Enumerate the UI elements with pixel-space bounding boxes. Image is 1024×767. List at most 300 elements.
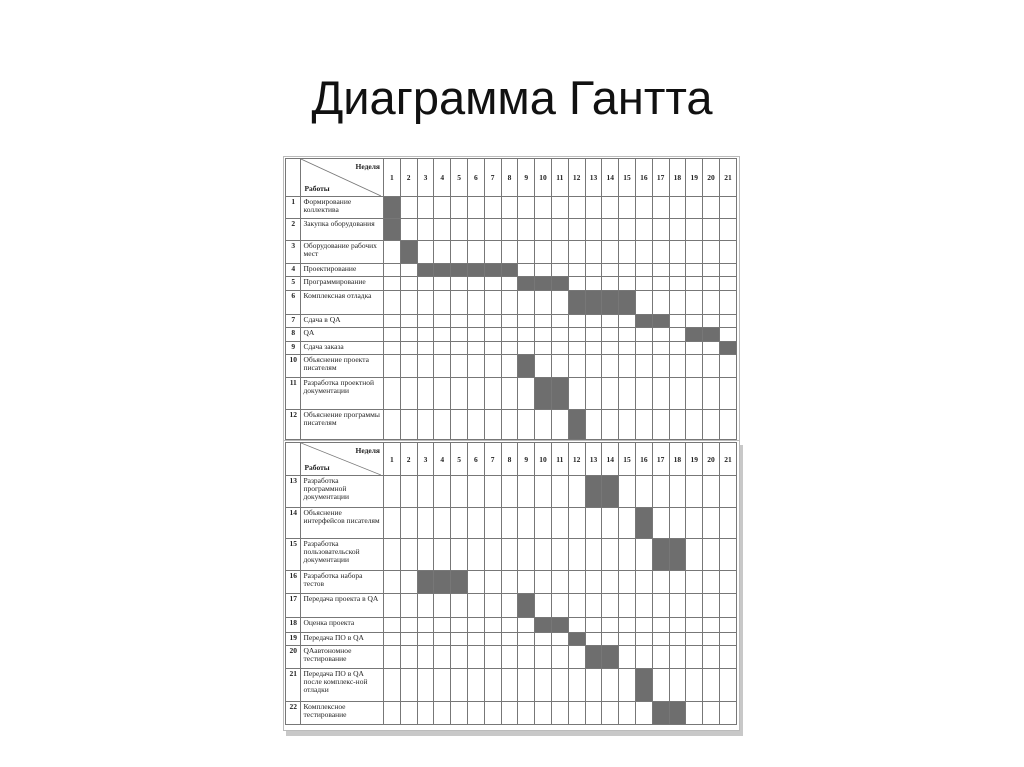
week-cell [400, 646, 417, 669]
week-cell [467, 241, 484, 264]
week-cell [484, 328, 501, 342]
week-cell [417, 197, 434, 219]
week-cell [635, 219, 652, 241]
task-number: 14 [286, 508, 301, 539]
week-cell [585, 355, 602, 378]
week-tick-label: 11 [551, 159, 568, 197]
week-cell [585, 328, 602, 342]
week-cell [417, 508, 434, 539]
week-cell [619, 539, 636, 571]
week-tick-label: 21 [719, 159, 736, 197]
week-cell [719, 197, 736, 219]
task-row [286, 378, 737, 410]
week-cell [400, 669, 417, 702]
week-cell [451, 315, 468, 328]
gantt-bar-cell [451, 571, 468, 594]
week-cell [602, 618, 619, 633]
task-row [286, 355, 737, 378]
week-cell [484, 410, 501, 440]
week-cell [703, 355, 720, 378]
week-tick-label: 12 [568, 159, 585, 197]
week-cell [719, 410, 736, 440]
week-cell [635, 410, 652, 440]
week-cell [669, 410, 686, 440]
task-number: 15 [286, 539, 301, 571]
week-cell [484, 219, 501, 241]
week-cell [467, 476, 484, 508]
week-cell [719, 277, 736, 291]
week-cell [585, 618, 602, 633]
week-cell [451, 508, 468, 539]
week-tick-label: 13 [585, 443, 602, 476]
week-cell [518, 197, 535, 219]
week-cell [535, 328, 552, 342]
week-cell [652, 277, 669, 291]
week-cell [400, 702, 417, 725]
week-cell [585, 315, 602, 328]
week-cell [669, 571, 686, 594]
week-cell [501, 315, 518, 328]
week-cell [703, 508, 720, 539]
week-cell [518, 476, 535, 508]
week-cell [518, 264, 535, 277]
gantt-table [285, 442, 737, 725]
task-row [286, 328, 737, 342]
week-cell [686, 594, 703, 618]
week-cell [652, 594, 669, 618]
task-number: 10 [286, 355, 301, 378]
week-cell [451, 633, 468, 646]
week-cell [652, 241, 669, 264]
task-name: Объяснение интерфейсов писателям [301, 508, 384, 539]
week-cell [484, 277, 501, 291]
week-cell [703, 291, 720, 315]
week-cell [383, 618, 400, 633]
week-cell [703, 476, 720, 508]
week-cell [484, 315, 501, 328]
week-cell [417, 315, 434, 328]
week-cell [501, 241, 518, 264]
week-cell [619, 264, 636, 277]
week-cell [501, 410, 518, 440]
week-cell [400, 219, 417, 241]
week-tick-label: 14 [602, 443, 619, 476]
week-cell [434, 633, 451, 646]
week-tick-label: 20 [703, 443, 720, 476]
week-cell [535, 646, 552, 669]
week-cell [568, 197, 585, 219]
week-cell [467, 219, 484, 241]
task-name: Разработка программной документации [301, 476, 384, 508]
week-cell [568, 219, 585, 241]
week-cell [652, 508, 669, 539]
week-cell [467, 197, 484, 219]
week-cell [417, 594, 434, 618]
week-cell [635, 328, 652, 342]
week-cell [451, 355, 468, 378]
week-cell [484, 618, 501, 633]
week-cell [400, 264, 417, 277]
week-cell [501, 476, 518, 508]
week-cell [551, 328, 568, 342]
week-cell [417, 219, 434, 241]
week-cell [602, 241, 619, 264]
week-cell [703, 669, 720, 702]
week-cell [635, 277, 652, 291]
week-cell [417, 410, 434, 440]
week-cell [568, 277, 585, 291]
task-row [286, 594, 737, 618]
week-tick-label: 19 [686, 443, 703, 476]
week-cell [451, 669, 468, 702]
week-cell [551, 571, 568, 594]
week-cell [719, 378, 736, 410]
week-cell [602, 328, 619, 342]
week-cell [703, 378, 720, 410]
week-cell [518, 646, 535, 669]
week-cell [635, 378, 652, 410]
week-cell [652, 219, 669, 241]
week-cell [467, 378, 484, 410]
week-cell [434, 315, 451, 328]
task-name: Программирование [301, 277, 384, 291]
week-cell [635, 702, 652, 725]
week-cell [501, 328, 518, 342]
week-cell [467, 277, 484, 291]
week-cell [451, 328, 468, 342]
gantt-bar-cell [635, 669, 652, 702]
week-cell [719, 633, 736, 646]
week-cell [383, 508, 400, 539]
week-cell [686, 355, 703, 378]
week-cell [518, 618, 535, 633]
week-cell [535, 219, 552, 241]
week-cell [467, 669, 484, 702]
task-number: 21 [286, 669, 301, 702]
week-cell [635, 539, 652, 571]
week-header-label: Неделя [355, 446, 380, 455]
week-cell [417, 618, 434, 633]
slide-title: Диаграмма Гантта [311, 71, 713, 124]
gantt-bar-cell [551, 618, 568, 633]
week-tick-label: 1 [383, 159, 400, 197]
tasks-header-label: Работы [304, 184, 330, 193]
week-cell [535, 241, 552, 264]
week-cell [518, 342, 535, 355]
week-cell [619, 669, 636, 702]
week-cell [619, 197, 636, 219]
task-name: Разработка набора тестов [301, 571, 384, 594]
gantt-bar-cell [635, 508, 652, 539]
task-number: 2 [286, 219, 301, 241]
task-name: Оценка проекта [301, 618, 384, 633]
gantt-bar-cell [602, 476, 619, 508]
week-cell [703, 197, 720, 219]
week-tick-label: 15 [619, 159, 636, 197]
week-tick-label: 7 [484, 443, 501, 476]
gantt-bar-cell [686, 328, 703, 342]
week-cell [467, 508, 484, 539]
week-cell [585, 410, 602, 440]
week-cell [568, 646, 585, 669]
task-row [286, 219, 737, 241]
week-cell [417, 539, 434, 571]
week-cell [568, 669, 585, 702]
week-cell [400, 315, 417, 328]
week-cell [703, 342, 720, 355]
week-cell [484, 476, 501, 508]
week-cell [669, 315, 686, 328]
week-cell [417, 702, 434, 725]
week-cell [400, 410, 417, 440]
task-number: 16 [286, 571, 301, 594]
week-tick-label: 21 [719, 443, 736, 476]
week-cell [383, 291, 400, 315]
week-tick-label: 4 [434, 159, 451, 197]
task-name: Объяснение проекта писателям [301, 355, 384, 378]
week-cell [719, 241, 736, 264]
gantt-bar-cell [551, 378, 568, 410]
week-cell [551, 633, 568, 646]
week-cell [703, 315, 720, 328]
week-cell [434, 277, 451, 291]
week-cell [417, 646, 434, 669]
week-cell [619, 277, 636, 291]
week-cell [719, 315, 736, 328]
task-number: 4 [286, 264, 301, 277]
week-cell [518, 702, 535, 725]
week-cell [501, 342, 518, 355]
week-tick-label: 1 [383, 443, 400, 476]
week-cell [585, 539, 602, 571]
week-cell [602, 315, 619, 328]
week-tick-label: 13 [585, 159, 602, 197]
week-cell [585, 264, 602, 277]
week-cell [451, 378, 468, 410]
week-cell [417, 328, 434, 342]
task-row [286, 539, 737, 571]
week-cell [451, 277, 468, 291]
week-tick-label: 18 [669, 159, 686, 197]
week-cell [686, 241, 703, 264]
week-cell [619, 594, 636, 618]
week-cell [686, 291, 703, 315]
week-cell [383, 633, 400, 646]
week-cell [585, 378, 602, 410]
week-cell [669, 328, 686, 342]
week-cell [652, 197, 669, 219]
week-cell [417, 378, 434, 410]
week-cell [535, 594, 552, 618]
week-cell [518, 315, 535, 328]
week-cell [602, 702, 619, 725]
week-cell [686, 476, 703, 508]
week-cell [484, 241, 501, 264]
week-cell [719, 219, 736, 241]
week-cell [669, 646, 686, 669]
week-cell [501, 618, 518, 633]
task-number: 6 [286, 291, 301, 315]
task-row [286, 508, 737, 539]
week-cell [703, 539, 720, 571]
week-cell [383, 476, 400, 508]
week-cell [383, 342, 400, 355]
week-cell [400, 571, 417, 594]
week-cell [484, 669, 501, 702]
task-row [286, 476, 737, 508]
week-cell [686, 342, 703, 355]
week-cell [619, 241, 636, 264]
week-cell [635, 291, 652, 315]
week-cell [652, 669, 669, 702]
week-cell [551, 410, 568, 440]
task-name: Комплексная отладка [301, 291, 384, 315]
week-cell [400, 539, 417, 571]
week-cell [568, 328, 585, 342]
week-cell [383, 355, 400, 378]
week-cell [467, 571, 484, 594]
week-cell [434, 197, 451, 219]
week-cell [635, 646, 652, 669]
gantt-table-part-2 [283, 440, 740, 731]
week-cell [602, 633, 619, 646]
week-cell [652, 618, 669, 633]
week-cell [619, 355, 636, 378]
week-cell [585, 571, 602, 594]
week-cell [652, 378, 669, 410]
week-cell [551, 197, 568, 219]
week-cell [434, 476, 451, 508]
gantt-bar-cell [619, 291, 636, 315]
week-cell [635, 633, 652, 646]
week-cell [451, 241, 468, 264]
week-cell [535, 476, 552, 508]
week-cell [602, 264, 619, 277]
week-cell [417, 476, 434, 508]
gantt-table [285, 158, 737, 440]
week-cell [719, 618, 736, 633]
week-cell [585, 702, 602, 725]
week-cell [451, 342, 468, 355]
header-row [286, 443, 737, 476]
week-cell [417, 291, 434, 315]
week-cell [551, 476, 568, 508]
task-row [286, 571, 737, 594]
gantt-bar-cell [635, 315, 652, 328]
week-cell [467, 291, 484, 315]
week-cell [703, 702, 720, 725]
week-cell [719, 646, 736, 669]
gantt-bar-cell [585, 291, 602, 315]
week-cell [568, 594, 585, 618]
task-row [286, 633, 737, 646]
week-cell [451, 219, 468, 241]
week-cell [635, 594, 652, 618]
week-tick-label: 9 [518, 443, 535, 476]
week-cell [686, 197, 703, 219]
week-cell [535, 315, 552, 328]
task-row [286, 264, 737, 277]
task-number: 12 [286, 410, 301, 440]
week-tick-label: 3 [417, 159, 434, 197]
week-cell [417, 633, 434, 646]
gantt-table-part-1 [283, 156, 740, 441]
week-cell [551, 315, 568, 328]
week-cell [535, 539, 552, 571]
gantt-bar-cell [568, 633, 585, 646]
task-number: 19 [286, 633, 301, 646]
week-cell [686, 219, 703, 241]
week-cell [484, 702, 501, 725]
week-tick-label: 10 [535, 443, 552, 476]
week-cell [434, 291, 451, 315]
week-cell [602, 219, 619, 241]
header-corner-cell [301, 443, 384, 476]
week-cell [568, 264, 585, 277]
week-cell [635, 241, 652, 264]
week-cell [501, 539, 518, 571]
week-cell [585, 508, 602, 539]
week-cell [719, 508, 736, 539]
week-cell [518, 241, 535, 264]
week-cell [518, 410, 535, 440]
week-cell [585, 342, 602, 355]
week-cell [518, 571, 535, 594]
week-cell [568, 355, 585, 378]
task-name: QA [301, 328, 384, 342]
week-cell [585, 669, 602, 702]
gantt-bar-cell [434, 264, 451, 277]
task-name: Передача ПО в QA [301, 633, 384, 646]
gantt-bar-cell [467, 264, 484, 277]
task-row [286, 291, 737, 315]
week-cell [652, 476, 669, 508]
week-cell [451, 702, 468, 725]
gantt-bar-cell [535, 618, 552, 633]
gantt-bar-cell [518, 277, 535, 291]
gantt-bar-cell [535, 277, 552, 291]
week-tick-label: 20 [703, 159, 720, 197]
week-cell [535, 410, 552, 440]
task-row [286, 410, 737, 440]
week-cell [501, 594, 518, 618]
week-cell [669, 618, 686, 633]
gantt-bar-cell [585, 646, 602, 669]
week-cell [686, 378, 703, 410]
week-cell [619, 618, 636, 633]
week-cell [535, 291, 552, 315]
week-cell [417, 355, 434, 378]
week-cell [400, 197, 417, 219]
task-name: Передача ПО в QA после комплекс-ной отладки [301, 669, 384, 702]
task-name: QAавтономное тестирование [301, 646, 384, 669]
week-tick-label: 3 [417, 443, 434, 476]
week-cell [518, 328, 535, 342]
task-name: Сдача в QA [301, 315, 384, 328]
week-cell [719, 355, 736, 378]
gantt-bar-cell [400, 241, 417, 264]
gantt-bar-cell [669, 539, 686, 571]
week-cell [484, 633, 501, 646]
week-tick-label: 8 [501, 443, 518, 476]
task-number: 22 [286, 702, 301, 725]
week-cell [686, 633, 703, 646]
week-cell [568, 315, 585, 328]
week-cell [535, 571, 552, 594]
week-cell [451, 618, 468, 633]
week-cell [703, 410, 720, 440]
week-cell [484, 355, 501, 378]
